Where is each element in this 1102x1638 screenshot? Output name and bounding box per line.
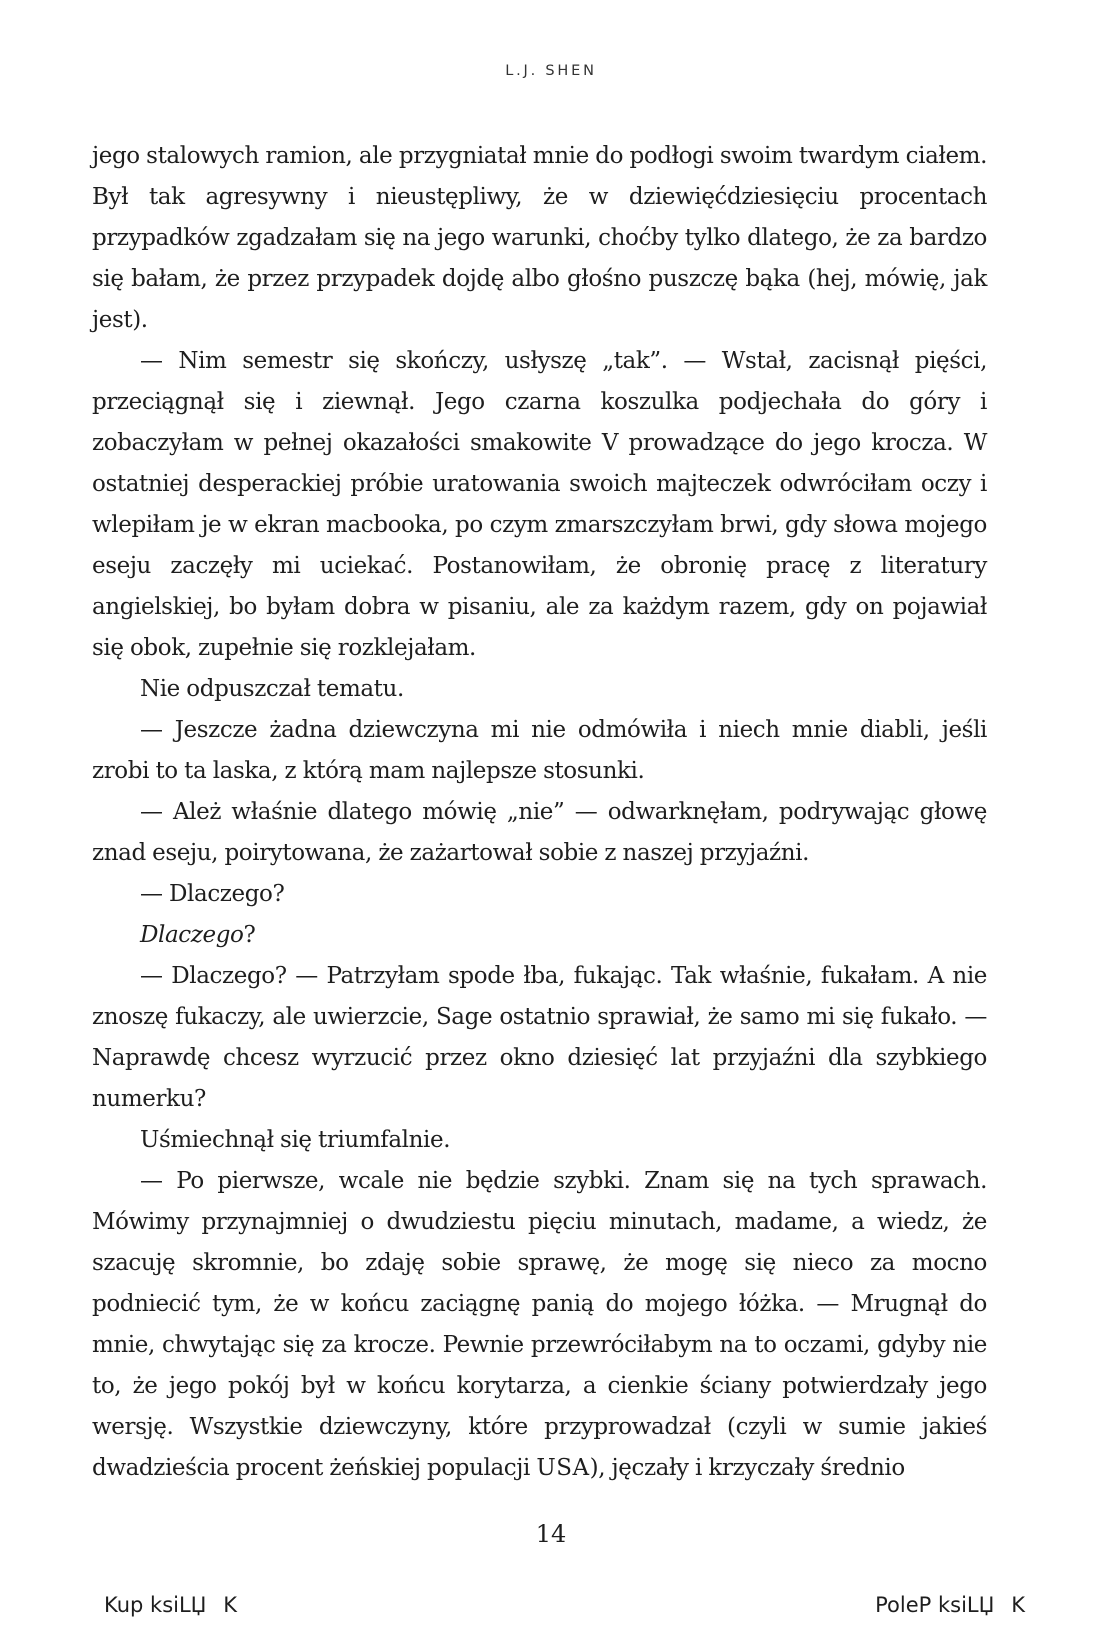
- paragraph: jego stalowych ramion, ale przygniatał mnie do podłogi swoim twardym ciałem. Był tak agresywny i nieustępliwy, że w dziewięćdziesięciu procentach przypadków zgadzałam się na jego warunki, choćby tylko dlatego, że za bardzo się bałam, że przez przypadek dojdę albo głośno puszczę bąka (hej, mówię, jak jest).: [92, 143, 987, 333]
- italic-word: Dlaczego: [140, 922, 244, 948]
- paragraph: — Dlaczego? — Patrzyłam spode łba, fukając. Tak właśnie, fukałam. A nie znoszę fukaczy, ale uwierzcie, Sage ostatnio sprawiał, że samo mi się fukało. — Naprawdę chcesz wyrzucić przez okno dziesięć lat przyjaźni dla szybkiego numerku?: [92, 963, 987, 1112]
- page-number: 14: [535, 1520, 567, 1548]
- paragraph: — Jeszcze żadna dziewczyna mi nie odmówiła i niech mnie diabli, jeśli zrobi to ta laska, z którą mam najlepsze stosunki.: [92, 717, 987, 784]
- paragraph: Uśmiechnął się triumfalnie.: [140, 1127, 451, 1153]
- paragraph-text: — Po pierwsze, wcale nie będzie szybki. Znam się na tych sprawach. Mówimy przynajmniej o dwudziestu pięciu minutach, madame, a wiedz, że szacuję skromnie, bo zdaję sobie sprawę, że mogę się nieco za mocno podniecić tym, że w końcu zaciągnę panią do mojego łóżka. — Mrugnął do mnie, chwytając się za krocze. Pewnie przewróciłabym na to oczami, gdyby nie to, że jego pokój był w końcu korytarza, a cienkie ściany potwierdzały jego wersję. Wszystkie dziewczyny, które przyprowadzał (czyli w sumie jakieś dwadzieścia procent żeńskiej populacji: [92, 1168, 987, 1481]
- paragraph: — Ależ właśnie dlatego mówię „nie” — odwarknęłam, podrywając głowę znad eseju, poirytowana, że zażartował sobie z naszej przyjaźni.: [92, 799, 987, 866]
- question-mark: ?: [243, 922, 256, 948]
- paragraph: [92, 1161, 987, 1489]
- paragraph: Nie odpuszczał tematu.: [140, 676, 404, 702]
- paragraph: — Nim semestr się skończy, usłyszę „tak”. — Wstał, zacisnął pięści, przeciągnął się i ziewnął. Jego czarna koszulka podjechała do góry i zobaczyłam w pełnej okazałości smakowite V prowadzące do jego krocza. W ostatniej desperackiej próbie uratowania swoich majteczek odwróciłam oczy i wlepiłam je w ekran macbooka, po czym zmarszczyłam brwi, gdy słowa mojego eseju zaczęły mi uciekać. Postanowiłam, że obronię pracę z literatury angielskiej, bo byłam dobra w pisaniu, ale za każdym razem, gdy on pojawiał się obok, zupełnie się rozklejałam.: [92, 348, 987, 661]
- paragraph: — Dlaczego?: [140, 881, 285, 907]
- running-header-author: L.J. SHEN: [505, 63, 597, 79]
- italic-paragraph: [92, 915, 987, 956]
- body-text: [92, 136, 987, 1489]
- abbreviation-usa: USA: [536, 1455, 590, 1481]
- buy-book-link[interactable]: Kup ksiLЏK: [104, 1593, 238, 1617]
- paragraph-text-end: ), jęczały i krzyczały średnio: [589, 1455, 905, 1481]
- recommend-book-link[interactable]: PoleP ksiLЏK: [875, 1593, 1025, 1617]
